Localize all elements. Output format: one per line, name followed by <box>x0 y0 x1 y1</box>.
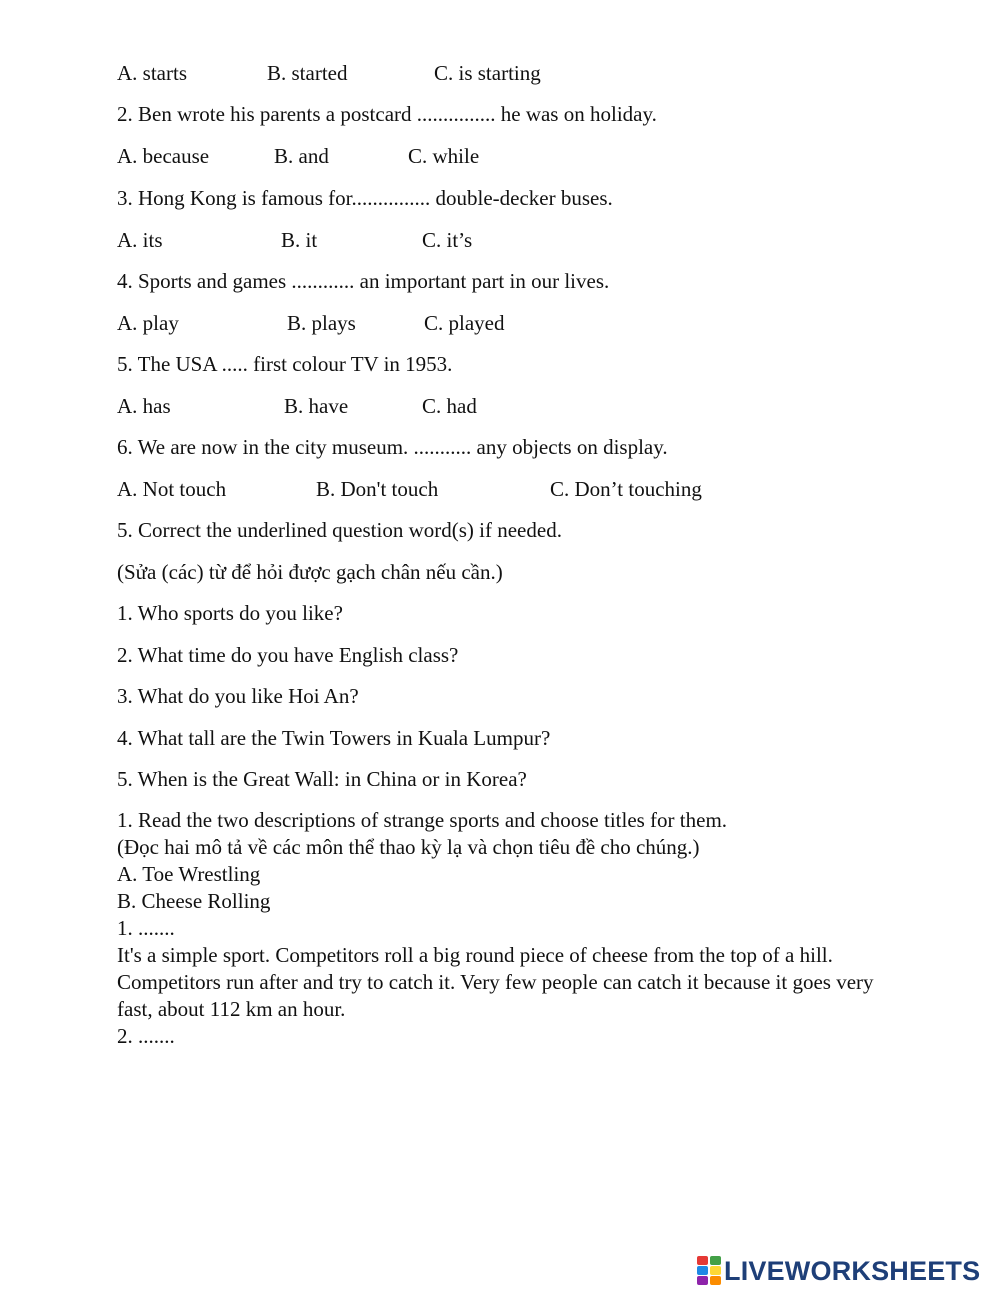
q5-option-a: A. has <box>117 394 171 418</box>
q3-option-c: C. it’s <box>422 228 473 252</box>
q1-option-a: A. starts <box>117 61 187 85</box>
q6-option-c: C. Don’t touching <box>550 477 702 501</box>
question-2: 2. Ben wrote his parents a postcard ............... he was on holiday. <box>117 102 657 126</box>
question-6: 6. We are now in the city museum. ........... any objects on display. <box>117 435 668 459</box>
liveworksheets-logo <box>697 1254 980 1288</box>
logo-text: LIVEWORKSHEETS <box>724 1256 981 1286</box>
q4-option-a: A. play <box>117 311 179 335</box>
q6-option-a: A. Not touch <box>117 477 227 501</box>
q3-option-a: A. its <box>117 228 163 252</box>
section-5-item: 2. What time do you have English class? <box>117 643 459 667</box>
reading-paragraph: It's a simple sport. Competitors roll a big round piece of cheese from the top of a hill. Competitors run after and try to catch it. Very few people can catch it because it goes very fast, about 112 km an hour. <box>117 943 874 1021</box>
reading-blank-1[interactable]: 1. ....... <box>117 916 175 940</box>
q1-option-c: C. is starting <box>434 61 541 85</box>
q5-option-b: B. have <box>284 394 349 418</box>
q1-option-b: B. started <box>267 61 348 85</box>
reading-option-a: A. Toe Wrestling <box>117 862 261 886</box>
q2-option-b: B. and <box>274 144 329 168</box>
q2-option-c: C. while <box>408 144 480 168</box>
reading-subheading: (Đọc hai mô tả về các môn thể thao kỳ lạ và chọn tiêu đề cho chúng.) <box>117 835 700 859</box>
question-3: 3. Hong Kong is famous for............... double-decker buses. <box>117 186 613 210</box>
q4-option-c: C. played <box>424 311 505 335</box>
q5-option-c: C. had <box>422 394 477 418</box>
q4-option-b: B. plays <box>287 311 356 335</box>
reading-blank-2[interactable]: 2. ....... <box>117 1024 175 1048</box>
reading-option-b: B. Cheese Rolling <box>117 889 271 913</box>
q6-option-b: B. Don't touch <box>316 477 439 501</box>
section-5-heading: 5. Correct the underlined question word(s) if needed. <box>117 518 562 542</box>
section-5-item: 3. What do you like Hoi An? <box>117 684 359 708</box>
q3-option-b: B. it <box>281 228 318 252</box>
logo-blocks-icon <box>697 1256 721 1286</box>
reading-section <box>117 807 907 1050</box>
section-5-item: 1. Who sports do you like? <box>117 601 343 625</box>
question-4: 4. Sports and games ............ an important part in our lives. <box>117 269 610 293</box>
section-5-subheading: (Sửa (các) từ để hỏi được gạch chân nếu cần.) <box>117 560 503 584</box>
q2-option-a: A. because <box>117 144 210 168</box>
section-5-item: 4. What tall are the Twin Towers in Kuala Lumpur? <box>117 726 551 750</box>
section-5-item: 5. When is the Great Wall: in China or in Korea? <box>117 767 527 791</box>
reading-heading: 1. Read the two descriptions of strange sports and choose titles for them. <box>117 808 728 832</box>
question-5: 5. The USA ..... first colour TV in 1953. <box>117 352 453 376</box>
